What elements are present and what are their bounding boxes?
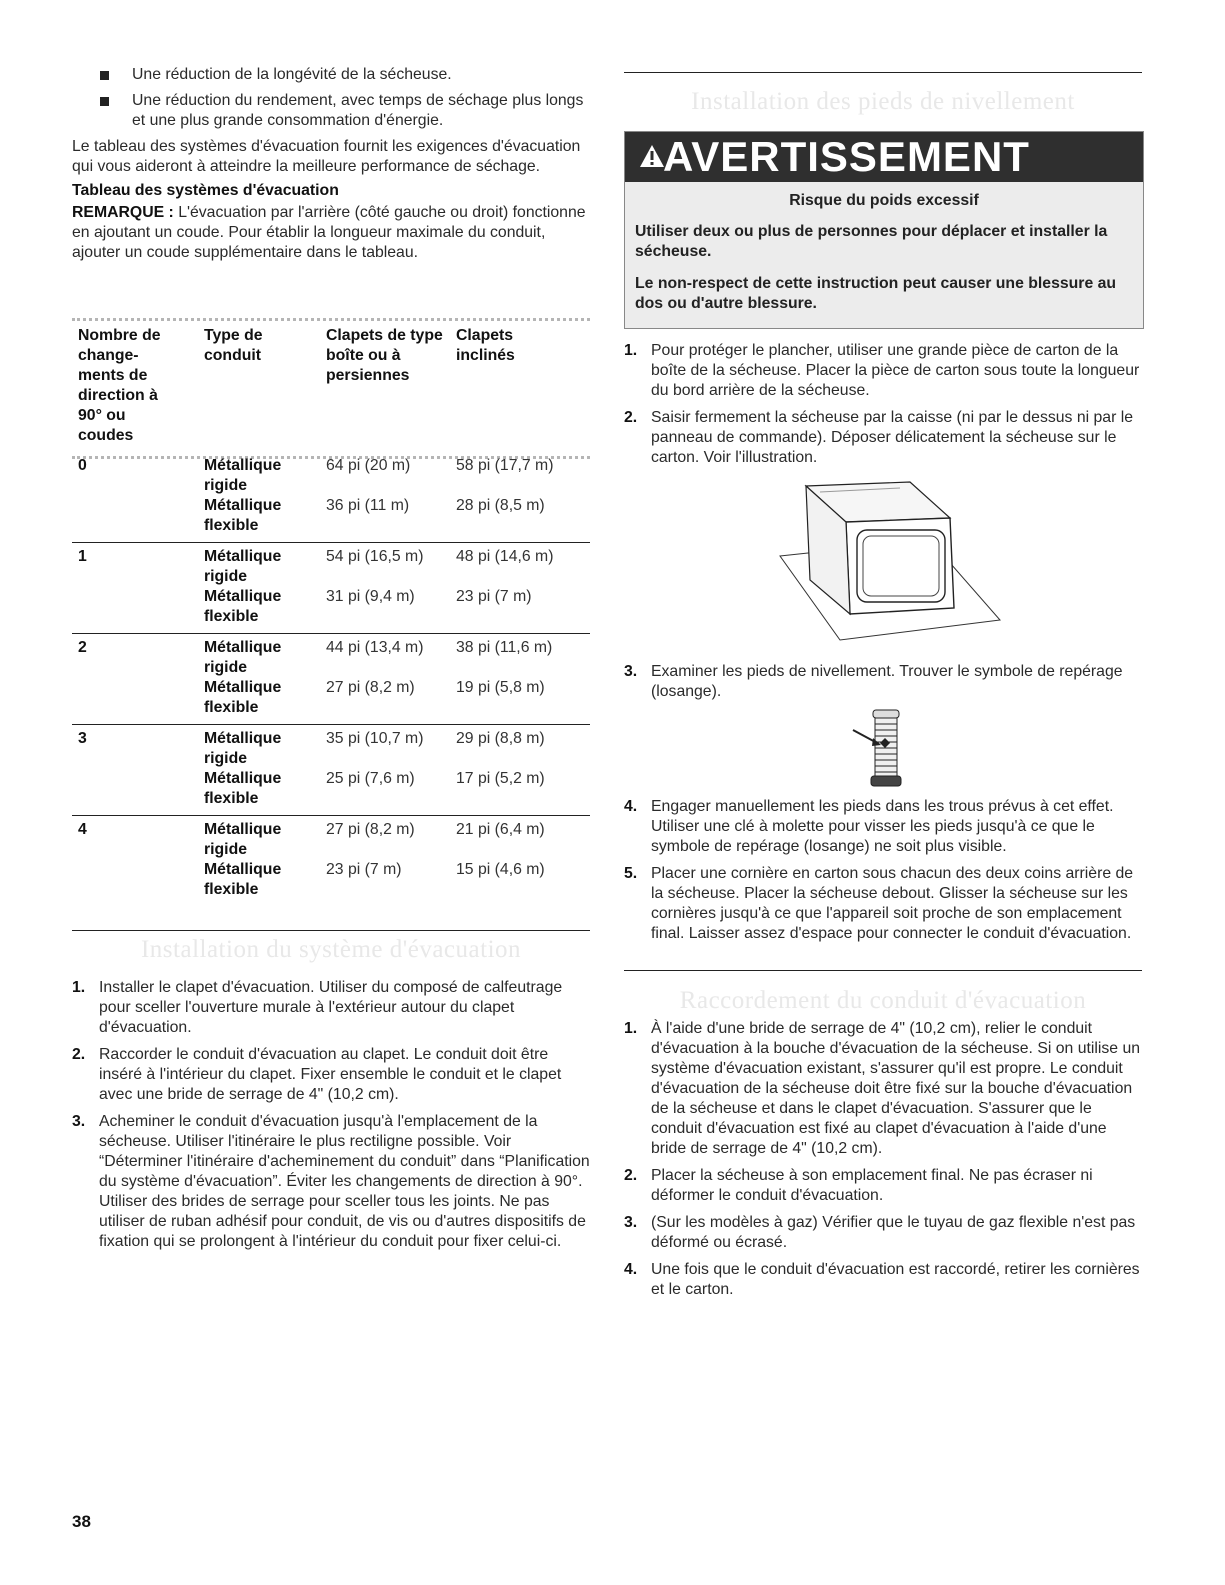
- warning-line-1: Utiliser deux ou plus de personnes pour déplacer et installer la sécheuse.: [635, 223, 1108, 260]
- exhaust-steps: [72, 978, 590, 1252]
- leveling-leg-illustration: [845, 708, 925, 790]
- step-number: 2.: [624, 1167, 638, 1184]
- cell-box-hood: 27 pi (8,2 m): [326, 821, 415, 838]
- warning-triangle-icon: [639, 144, 665, 168]
- step-number: 5.: [624, 865, 638, 882]
- table-row: [72, 638, 590, 725]
- intro-paragraph: Le tableau des systèmes d'évacuation fournit les exigences d'évacuation qui vous aideront à atteindre la meilleure performance de séchage.: [72, 138, 581, 175]
- step-number: 1.: [624, 1020, 638, 1037]
- cell-box-hood: 44 pi (13,4 m): [326, 639, 424, 656]
- cell-angled-hood: 21 pi (6,4 m): [456, 821, 545, 838]
- cell-box-hood: 31 pi (9,4 m): [326, 588, 415, 605]
- step-number: 3.: [624, 1214, 638, 1231]
- cell-direction-changes: 3: [78, 730, 87, 747]
- row-divider: [72, 724, 590, 725]
- step-number: 3.: [624, 663, 638, 680]
- step-number: 2.: [72, 1046, 86, 1063]
- note-paragraph: [72, 203, 592, 263]
- cell-direction-changes: 1: [78, 548, 87, 565]
- cell-duct-type: Métallique flexible: [204, 588, 282, 625]
- step-number: 2.: [624, 409, 638, 426]
- cell-duct-type: Métallique flexible: [204, 497, 282, 534]
- header-angled-hood: Clapets inclinés: [456, 327, 515, 364]
- cell-duct-type: Métallique rigide: [204, 639, 282, 676]
- cell-duct-type: Métallique rigide: [204, 730, 282, 767]
- warning-title: AVERTISSEMENT: [663, 133, 1030, 180]
- warning-line-2: Le non-respect de cette instruction peut causer une blessure au dos ou d'autre blessure.: [635, 275, 1117, 312]
- cell-angled-hood: 17 pi (5,2 m): [456, 770, 545, 787]
- header-duct-type: Type de conduit: [204, 327, 263, 364]
- cell-duct-type: Métallique flexible: [204, 770, 282, 807]
- table-heading: Tableau des systèmes d'évacuation: [72, 182, 339, 199]
- step-number: 3.: [72, 1113, 86, 1130]
- list-item: 1. À l'aide d'une bride de serrage de 4" (10,2 cm), relier le conduit d'évacuation à la bouche d'évacuation de la sécheuse. Si on utilise un système d'évacuation existant, s'assurer qu'il est propre. Le conduit d'évacuation de la sécheuse doit être fixé sur la bouche d'évacuation de la sécheuse et dans le clapet d'évacuation. S'assurer que le conduit d'évacuation est fixé au clapet d'évacuation à l'aide d'une bride de serrage de 4" (10,2 cm).: [624, 1020, 1141, 1157]
- bullet-square-icon: [100, 97, 109, 106]
- list-item: 3. (Sur les modèles à gaz) Vérifier que le tuyau de gaz flexible n'est pas déformé ou écrasé.: [624, 1214, 1136, 1251]
- list-item: 2. Saisir fermement la sécheuse par la caisse (ni par le dessus ni par le panneau de commande). Déposer délicatement la sécheuse sur le carton. Voir l'illustration.: [624, 409, 1134, 466]
- list-item: 1. Installer le clapet d'évacuation. Utiliser du composé de calfeutrage pour sceller l'ouverture murale à l'extérieur autour du clapet d'évacuation.: [72, 979, 563, 1036]
- list-item: 1. Pour protéger le plancher, utiliser une grande pièce de carton de la boîte de la sécheuse. Placer la pièce de carton sous toute la longueur du bord arrière de la sécheuse.: [624, 342, 1140, 399]
- duct-connection-steps: [624, 1019, 1146, 1300]
- bullet-item: Une réduction de la longévité de la sécheuse.: [72, 65, 592, 85]
- divider: [624, 72, 1142, 73]
- cell-box-hood: 35 pi (10,7 m): [326, 730, 424, 747]
- cell-angled-hood: 29 pi (8,8 m): [456, 730, 545, 747]
- cell-duct-type: Métallique rigide: [204, 821, 282, 858]
- cell-direction-changes: 0: [78, 457, 87, 474]
- leveling-steps-b: [624, 662, 1146, 702]
- row-divider: [72, 633, 590, 634]
- bullet-square-icon: [100, 71, 109, 80]
- list-item: 2. Placer la sécheuse à son emplacement final. Ne pas écraser ni déformer le conduit d'évacuation.: [624, 1167, 1093, 1204]
- section-title-leveling-legs: Installation des pieds de nivellement: [691, 88, 1075, 115]
- list-item: 3. Examiner les pieds de nivellement. Trouver le symbole de repérage (losange).: [624, 663, 1123, 700]
- table-header: [72, 318, 590, 459]
- warning-bar: [625, 132, 1143, 182]
- cell-box-hood: 23 pi (7 m): [326, 861, 402, 878]
- list-item: 3. Acheminer le conduit d'évacuation jusqu'à l'emplacement de la sécheuse. Utiliser l'itinéraire le plus rectiligne possible. Voir “Déterminer l'itinéraire d'acheminement du conduit” dans “Planification du système d'évacuation”. Éviter les changements de direction à 90°. Utiliser des brides de serrage pour sceller tous les joints. Ne pas utiliser de ruban adhésif pour conduit, de vis ou d'autres dispositifs de fixation qui se prolongent à l'intérieur du conduit pour fixer celui-ci.: [72, 1113, 590, 1250]
- step-number: 4.: [624, 1261, 638, 1278]
- cell-box-hood: 25 pi (7,6 m): [326, 770, 415, 787]
- cell-direction-changes: 2: [78, 639, 87, 656]
- cell-angled-hood: 48 pi (14,6 m): [456, 548, 554, 565]
- cell-angled-hood: 23 pi (7 m): [456, 588, 532, 605]
- list-item: 5. Placer une cornière en carton sous chacun des deux coins arrière de la sécheuse. Placer la sécheuse debout. Glisser la sécheuse sur les cornières jusqu'à ce que l'appareil soit proche de son emplacement final. Laisser assez d'espace pour connecter le conduit d'évacuation.: [624, 865, 1134, 942]
- cell-box-hood: 64 pi (20 m): [326, 457, 411, 474]
- step-number: 4.: [624, 798, 638, 815]
- list-item: 4. Une fois que le conduit d'évacuation est raccordé, retirer les cornières et le carton.: [624, 1261, 1140, 1298]
- bullet-item: Une réduction du rendement, avec temps de séchage plus longs et une plus grande consommation d'énergie.: [72, 91, 592, 131]
- cell-duct-type: Métallique flexible: [204, 679, 282, 716]
- table-row: [72, 456, 590, 543]
- header-direction-changes: Nombre de change-ments de direction à 90° ou coudes: [78, 327, 161, 444]
- warning-box: [624, 131, 1144, 329]
- step-number: 1.: [624, 342, 638, 359]
- page-number: 38: [72, 1512, 91, 1531]
- table-row: [72, 820, 590, 907]
- note-label: REMARQUE :: [72, 204, 174, 221]
- divider: [72, 930, 590, 931]
- note-text: L'évacuation par l'arrière (côté gauche ou droit) fonctionne en ajoutant un coude. Pour établir la longueur maximale du conduit, ajouter un coude supplémentaire dans le tableau.: [72, 204, 586, 261]
- row-divider: [72, 542, 590, 543]
- cell-angled-hood: 19 pi (5,8 m): [456, 679, 545, 696]
- cell-direction-changes: 4: [78, 821, 87, 838]
- cell-angled-hood: 38 pi (11,6 m): [456, 639, 553, 656]
- cell-duct-type: Métallique rigide: [204, 457, 282, 494]
- dryer-on-cardboard-illustration: [760, 478, 1010, 648]
- cell-angled-hood: 28 pi (8,5 m): [456, 497, 545, 514]
- cell-box-hood: 54 pi (16,5 m): [326, 548, 424, 565]
- section-title-duct-connection: Raccordement du conduit d'évacuation: [679, 987, 1087, 1014]
- section-title-exhaust: Installation du système d'évacuation: [140, 936, 522, 963]
- step-number: 1.: [72, 979, 86, 996]
- list-item: 4. Engager manuellement les pieds dans les trous prévus à cet effet. Utiliser une clé à molette pour visser les pieds jusqu'à ce que le symbole de repérage (losange) ne soit plus visible.: [624, 798, 1114, 855]
- divider: [624, 970, 1142, 971]
- leveling-steps-c: [624, 797, 1146, 944]
- header-box-hood: Clapets de type boîte ou à persiennes: [326, 327, 443, 384]
- row-divider: [72, 815, 590, 816]
- table-row: [72, 729, 590, 816]
- cell-box-hood: 36 pi (11 m): [326, 497, 410, 514]
- cell-box-hood: 27 pi (8,2 m): [326, 679, 415, 696]
- leveling-steps-a: [624, 341, 1146, 468]
- cell-angled-hood: 15 pi (4,6 m): [456, 861, 545, 878]
- cell-angled-hood: 58 pi (17,7 m): [456, 457, 554, 474]
- list-item: 2. Raccorder le conduit d'évacuation au clapet. Le conduit doit être inséré à l'intérieur du clapet. Fixer ensemble le conduit et le clapet avec une bride de serrage de 4" (10,2 cm).: [72, 1046, 562, 1103]
- warning-risk: Risque du poids excessif: [789, 192, 979, 209]
- cell-duct-type: Métallique rigide: [204, 548, 282, 585]
- cell-duct-type: Métallique flexible: [204, 861, 282, 898]
- table-row: [72, 547, 590, 634]
